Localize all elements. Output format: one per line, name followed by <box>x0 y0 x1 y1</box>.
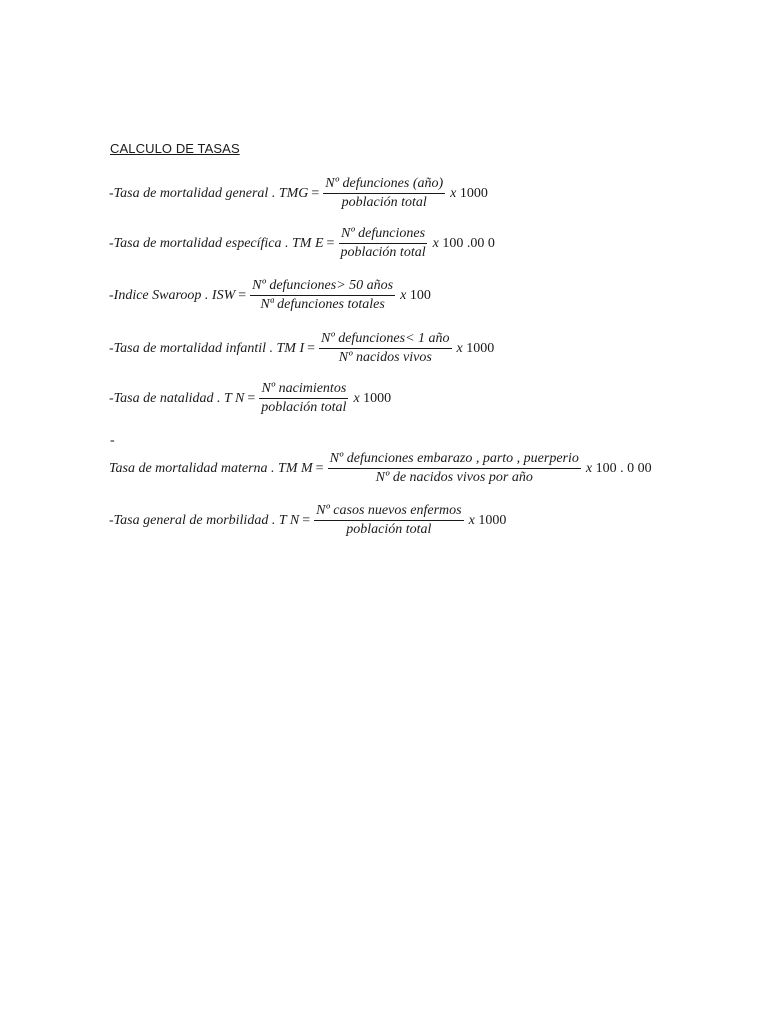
fraction-denominator: Nº nacidos vivos <box>338 350 432 365</box>
multiplier-x: x <box>353 390 360 406</box>
equals-sign: = <box>311 185 320 201</box>
multiplier-x: x <box>468 512 475 528</box>
fraction-denominator: Nº de nacidos vivos por año <box>375 470 533 485</box>
equals-sign: = <box>238 287 247 303</box>
formula-mortalidad-infantil <box>109 331 494 366</box>
multiplier-factor: 100 .00 0 <box>442 235 495 251</box>
fraction-numerator: Nº nacimientos <box>259 381 348 399</box>
fraction <box>250 278 395 313</box>
equals-sign: = <box>307 340 316 356</box>
formula-mortalidad-materna <box>109 451 652 486</box>
fraction <box>323 176 445 211</box>
formula-label: -Tasa de natalidad . T N <box>109 390 245 406</box>
fraction <box>259 381 348 416</box>
multiplier-factor: 100 <box>409 287 431 303</box>
multiplier-x: x <box>432 235 439 251</box>
fraction-numerator: Nº defunciones> 50 años <box>250 278 395 296</box>
multiplier <box>457 341 495 357</box>
multiplier <box>433 236 495 252</box>
fraction-numerator: Nº defunciones (año) <box>323 176 445 194</box>
fraction <box>328 451 581 486</box>
fraction-denominator: población total <box>340 245 426 260</box>
formula-mortalidad-general <box>109 176 488 211</box>
equals-sign: = <box>302 512 311 528</box>
multiplier-factor: 100 . 0 00 <box>595 460 652 476</box>
fraction-denominator: Nª defunciones totales <box>260 297 385 312</box>
fraction-numerator: Nº defunciones< 1 año <box>319 331 452 349</box>
formula-label: -Tasa general de morbilidad . T N <box>109 512 300 528</box>
formula-morbilidad-general <box>109 503 506 538</box>
fraction-numerator: Nº casos nuevos enfermos <box>314 503 464 521</box>
equals-sign: = <box>247 390 256 406</box>
multiplier-factor: 1000 <box>478 512 507 528</box>
fraction <box>319 331 452 366</box>
formula-label: -Indice Swaroop . ISW <box>109 287 236 303</box>
equals-sign: = <box>326 235 335 251</box>
formula-mortalidad-especifica <box>109 226 495 261</box>
fraction <box>338 226 427 261</box>
fraction-denominator: población total <box>261 400 347 415</box>
equals-sign: = <box>315 460 324 476</box>
fraction <box>314 503 464 538</box>
multiplier <box>586 461 652 477</box>
formula-indice-swaroop <box>109 278 431 313</box>
multiplier-x: x <box>400 287 407 303</box>
standalone-dash: - <box>110 433 115 448</box>
formula-label: -Tasa de mortalidad específica . TM E <box>109 235 324 251</box>
formula-label: -Tasa de mortalidad infantil . TM I <box>109 340 305 356</box>
multiplier-factor: 1000 <box>466 340 495 356</box>
formula-label: Tasa de mortalidad materna . TM M <box>109 460 313 476</box>
multiplier-factor: 1000 <box>459 185 488 201</box>
fraction-denominator: población total <box>341 195 427 210</box>
formula-natalidad <box>109 381 391 416</box>
fraction-numerator: Nº defunciones <box>339 226 427 244</box>
multiplier <box>469 513 507 529</box>
multiplier <box>353 391 391 407</box>
multiplier-x: x <box>585 460 593 476</box>
multiplier <box>400 288 431 304</box>
fraction-numerator: Nº defunciones embarazo , parto , puerperio <box>328 451 581 469</box>
multiplier-factor: 1000 <box>363 390 392 406</box>
multiplier <box>450 186 488 202</box>
document-heading: CALCULO DE TASAS <box>110 141 240 156</box>
fraction-denominator: población total <box>346 522 432 537</box>
multiplier-x: x <box>450 185 457 201</box>
formula-label: -Tasa de mortalidad general . TMG <box>109 185 309 201</box>
multiplier-x: x <box>456 340 463 356</box>
